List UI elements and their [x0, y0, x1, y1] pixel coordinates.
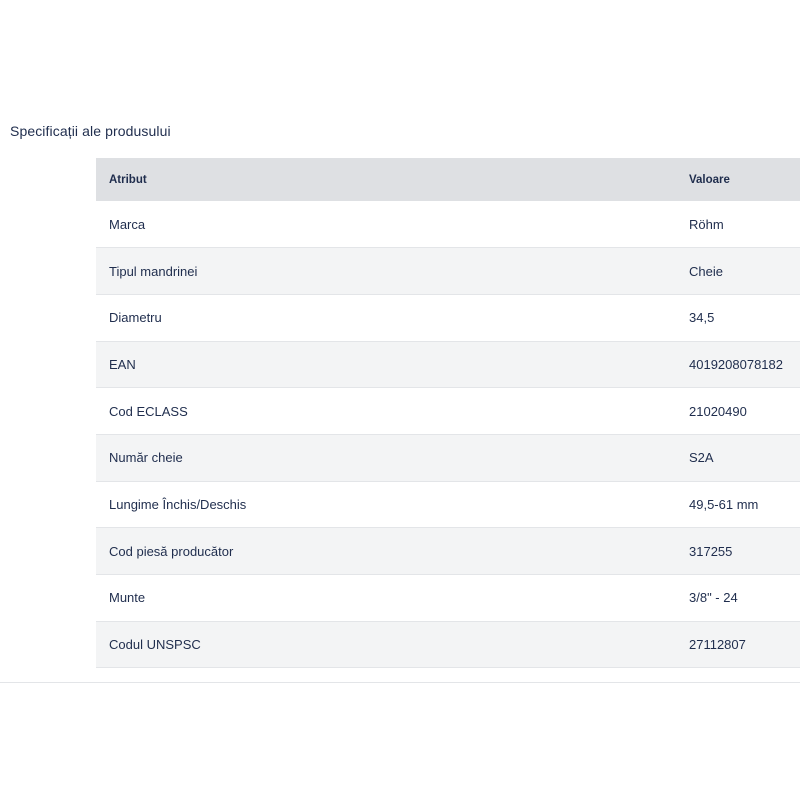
table-row: [96, 528, 800, 575]
cell-attribute: Cod piesă producător: [96, 528, 676, 575]
section-divider: [0, 682, 800, 683]
header-attribute: Atribut: [109, 173, 147, 186]
cell-attribute: EAN: [96, 341, 676, 388]
table-header: [96, 158, 800, 201]
cell-value: Röhm: [676, 201, 800, 248]
table-row: [96, 294, 800, 341]
table-row: [96, 201, 800, 248]
cell-attribute: Număr cheie: [96, 434, 676, 481]
table-body: [96, 201, 800, 668]
cell-value: S2A: [676, 434, 800, 481]
table-row: [96, 248, 800, 295]
table-row: [96, 388, 800, 435]
cell-attribute: Codul UNSPSC: [96, 621, 676, 668]
cell-attribute: Diametru: [96, 294, 676, 341]
table-row: [96, 481, 800, 528]
header-value: Valoare: [689, 173, 730, 186]
section-title: Specificații ale produsului: [10, 123, 171, 139]
cell-value: 49,5-61 mm: [676, 481, 800, 528]
cell-attribute: Munte: [96, 575, 676, 622]
cell-value: 3/8" - 24: [676, 575, 800, 622]
table-row: [96, 341, 800, 388]
cell-attribute: Tipul mandrinei: [96, 248, 676, 295]
table-row: [96, 434, 800, 481]
cell-attribute: Marca: [96, 201, 676, 248]
cell-value: 27112807: [676, 621, 800, 668]
cell-attribute: Cod ECLASS: [96, 388, 676, 435]
cell-value: 317255: [676, 528, 800, 575]
cell-value: 21020490: [676, 388, 800, 435]
spec-table: [96, 158, 800, 668]
cell-value: 34,5: [676, 294, 800, 341]
cell-value: Cheie: [676, 248, 800, 295]
cell-value: 4019208078182: [676, 341, 800, 388]
table-row: [96, 575, 800, 622]
cell-attribute: Lungime Închis/Deschis: [96, 481, 676, 528]
header-row: [96, 158, 800, 201]
table-row: [96, 621, 800, 668]
